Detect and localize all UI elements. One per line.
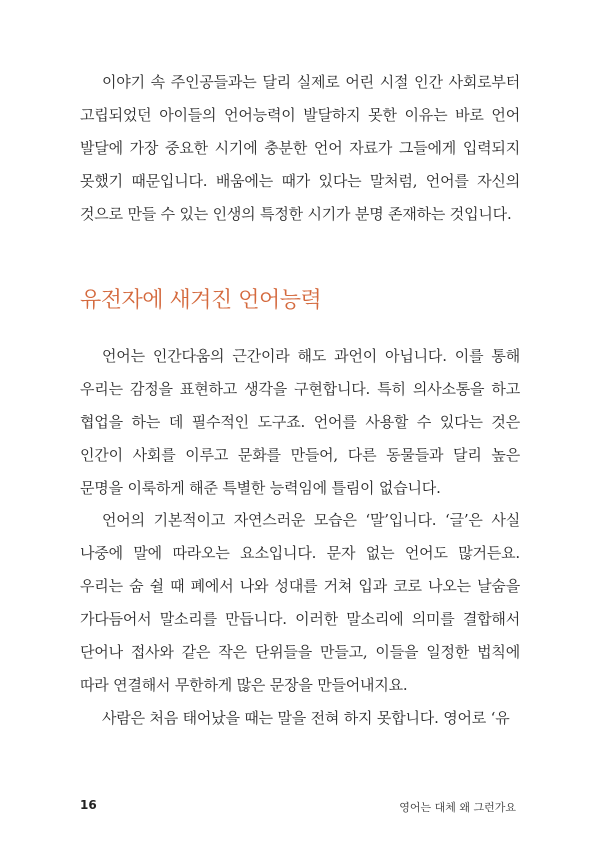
- body-paragraph-2: 언어의 기본적이고 자연스러운 모습은 ‘말’입니다. ‘글’은 사실 나중에 말에 따라오는 요소입니다. 문자 없는 언어도 많거든요. 우리는 숨 쉴 때 폐에서 나와 성대를 거쳐 입과 코로 나오는 날숨을 가다듬어서 말소리를 만듭니다. 이러한 말소리에 의미를 결합해서 단어나 접사와 같은 작은 단위들을 만들고, 이들을 일정한 법칙에 따라 연결해서 무한하게 많은 문장을 만들어내지요.: [80, 511, 520, 694]
- section-heading: 유전자에 새겨진 언어능력: [80, 288, 322, 313]
- running-title: 영어는 대체 왜 그런가요: [399, 801, 516, 814]
- body-paragraph-3: 사람은 처음 태어났을 때는 말을 전혀 하지 못합니다. 영어로 ‘유: [102, 709, 510, 727]
- body-paragraph-1: 언어는 인간다움의 근간이라 해도 과언이 아닙니다. 이를 통해 우리는 감정을 표현하고 생각을 구현합니다. 특히 의사소통을 하고 협업을 하는 데 필수적인 도구죠. 언어를 사용할 수 있다는 것은 인간이 사회를 이루고 문화를 만들어, 다른 동물들과 달리 높은 문명을 이룩하게 해준 특별한 능력임에 틀림이 없습니다.: [80, 347, 520, 497]
- page-footer: [0, 798, 600, 818]
- page-number: 16: [80, 798, 97, 812]
- intro-paragraph: 이야기 속 주인공들과는 달리 실제로 어린 시절 인간 사회로부터 고립되었던 아이들의 언어능력이 발달하지 못한 이유는 바로 언어 발달에 가장 중요한 시기에 충분한 언어 자료가 그들에게 입력되지 못했기 때문입니다. 배움에는 때가 있다는 말처럼, 언어를 자신의 것으로 만들 수 있는 인생의 특정한 시기가 분명 존재하는 것입니다.: [80, 73, 520, 223]
